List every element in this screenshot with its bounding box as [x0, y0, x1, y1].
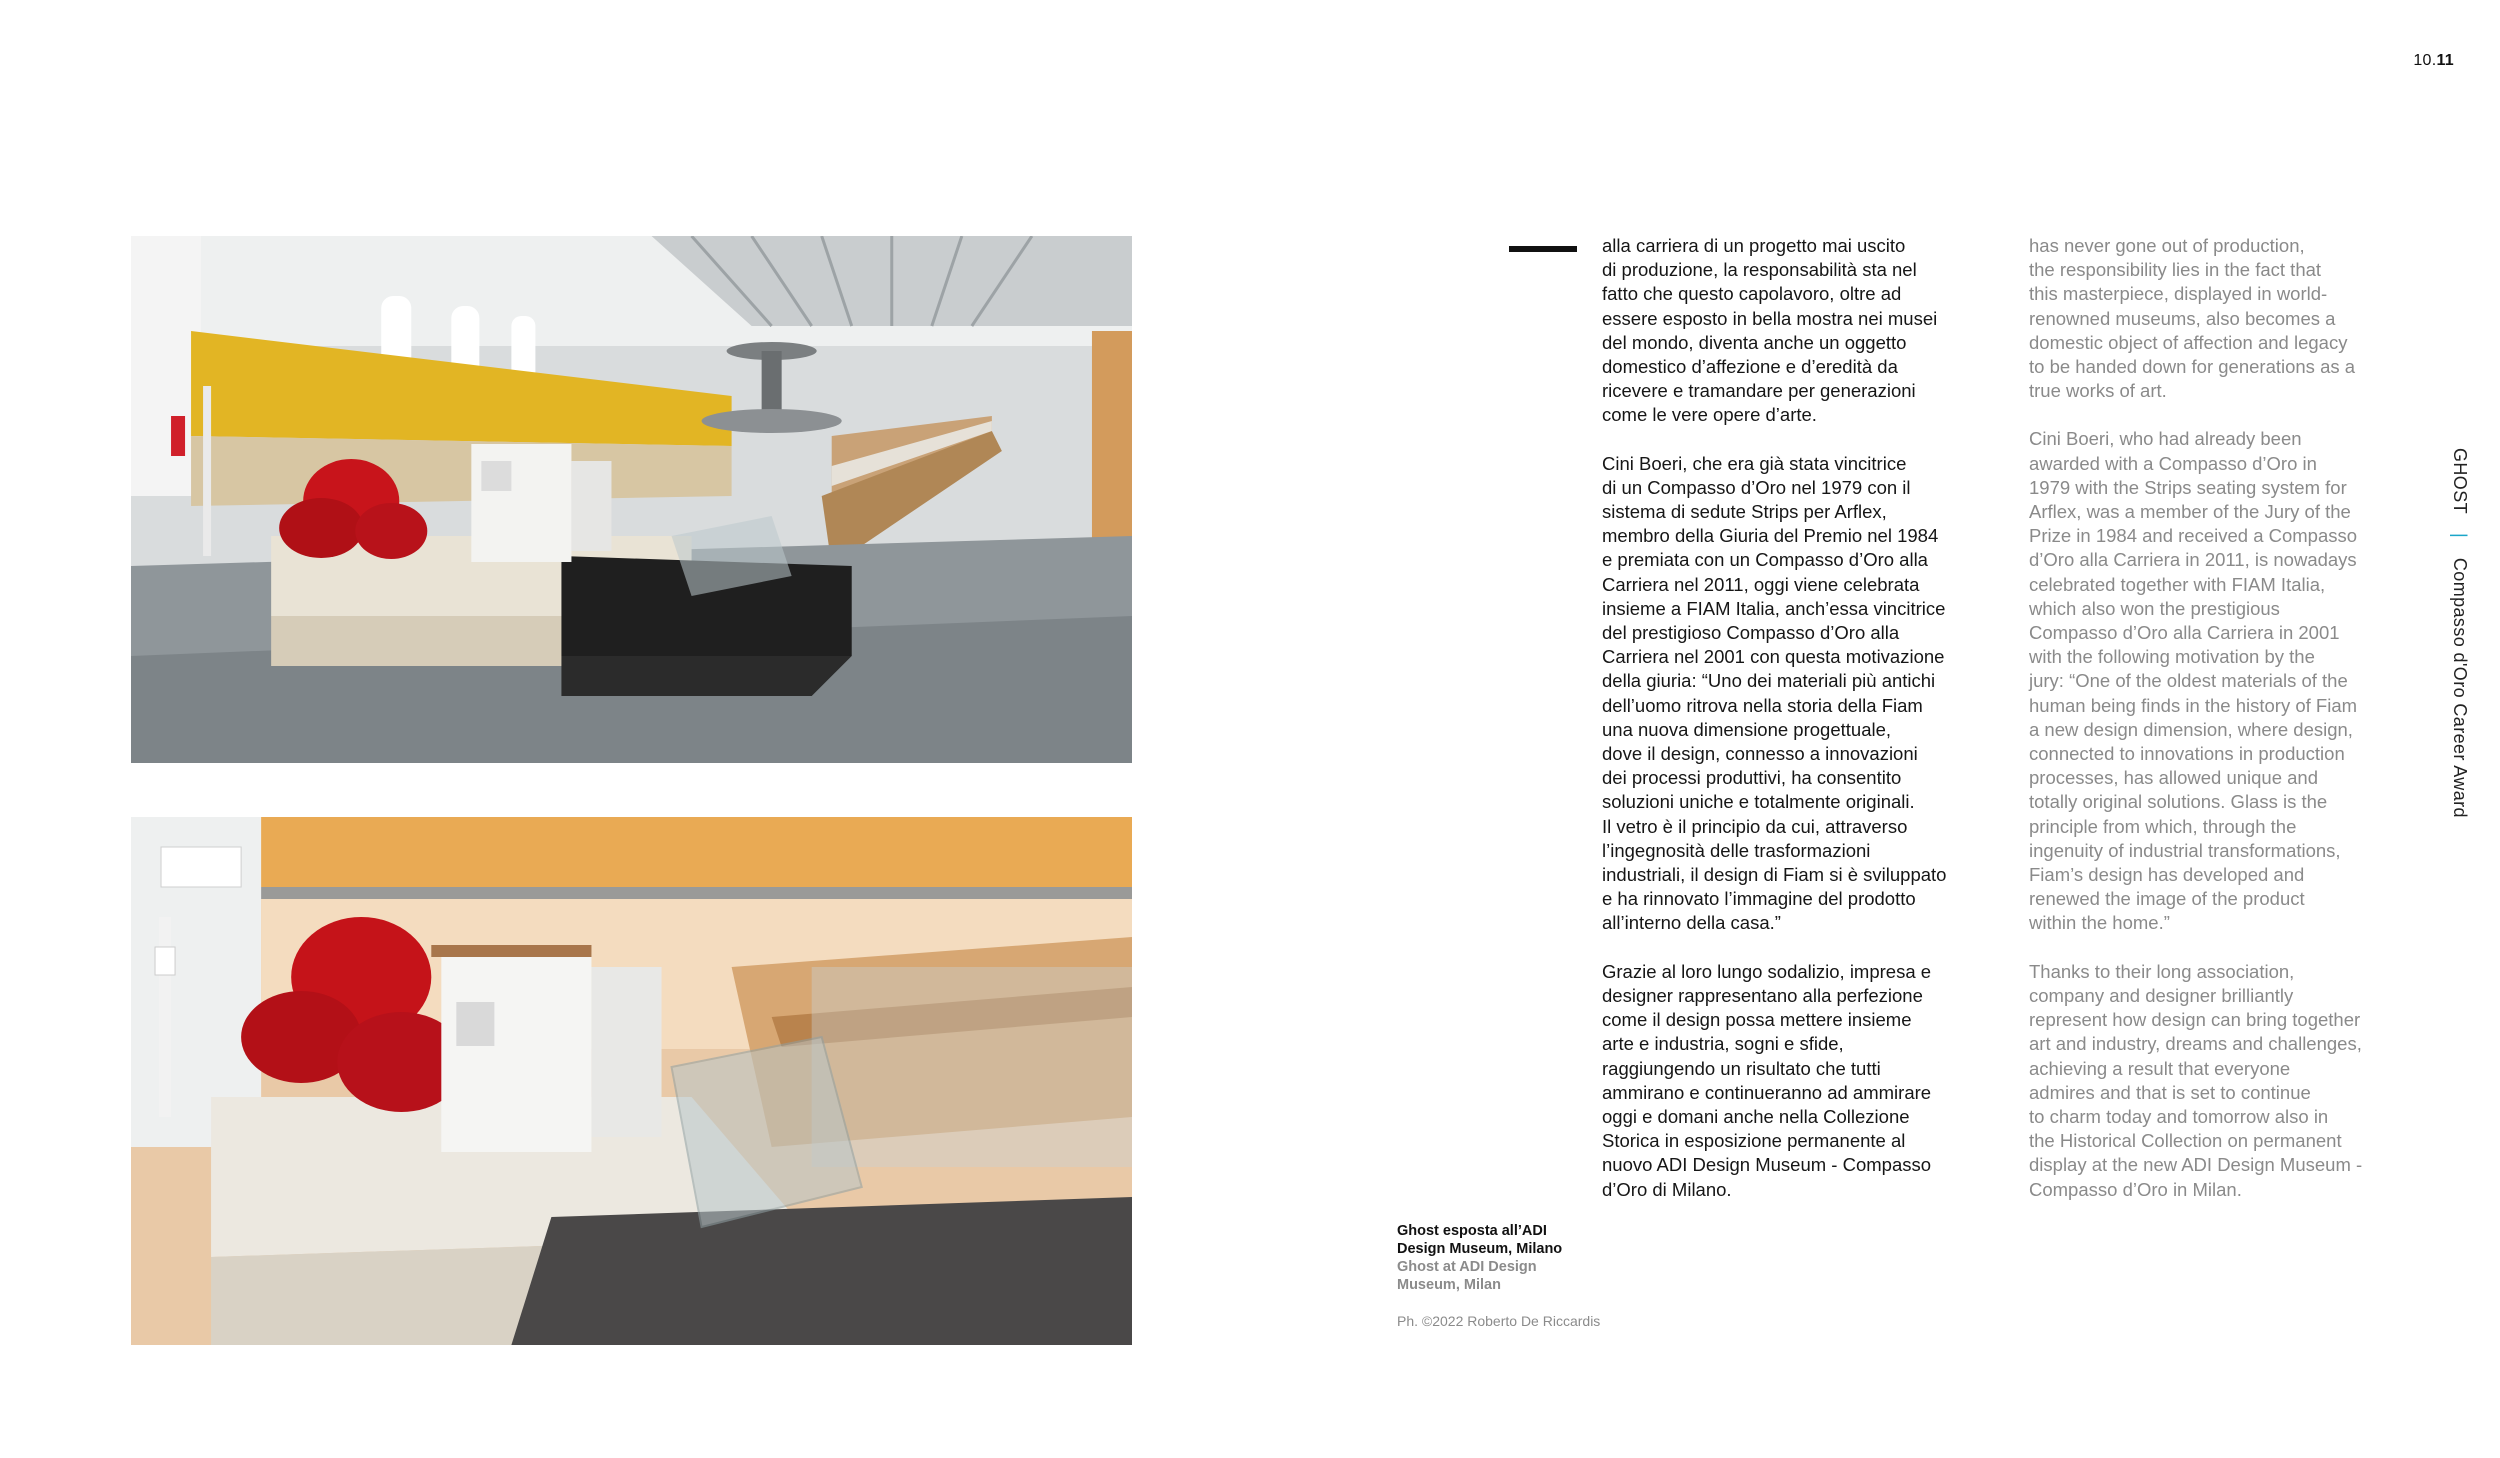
italian-text-column	[1602, 234, 1987, 1226]
side-title-brand: GHOST	[2450, 448, 2470, 515]
page-number: 10.11	[2413, 52, 2454, 69]
english-paragraph: Thanks to their long association, company and designer brilliantly represent how design can bring together art and industry, dreams and challenges, achieving a result that everyone admires and that is set to continue to charm today and tomorrow also in the Historical Collection on permanent display at the new ADI Design Museum - Compasso d’Oro in Milan.	[2029, 960, 2363, 1200]
english-text-column	[2029, 234, 2414, 1226]
english-paragraph: Cini Boeri, who had already been awarded with a Compasso d’Oro in 1979 with the Strips seating system for Arflex, was a member of the Jury of the Prize in 1984 and received a Compasso d’Oro alla Carriera in 2011, is nowadays celebrated together with FIAM Italia, which also won the prestigious Compasso d’Oro alla Carriera in 2001 with the following motivation by the jury: “One of the oldest materials of the human being finds in the history of Fiam a new design dimension, where design, connected to innovations in production processes, has allowed unique and totally original solutions. Glass is the principle from which, through the ingenuity of industrial transformations, Fiam’s design has developed and renewed the image of the product within the home.”	[2029, 428, 2358, 934]
caption-italian: Ghost esposta all’ADI Design Museum, Milano	[1397, 1223, 1563, 1257]
exhibit-closeup-photo	[131, 817, 1132, 1345]
photo-caption	[1397, 1222, 1562, 1294]
italian-paragraph: alla carriera di un progetto mai uscito di produzione, la responsabilità sta nel fatto che questo capolavoro, oltre ad essere esposto in bella mostra nei musei del mondo, diventa anche un oggetto domestico d’affezione e d’eredità da ricevere e tramandare per generazioni come le vere opere d’arte.	[1602, 235, 1938, 426]
photo-credit: Ph. ©2022 Roberto De Riccardis	[1397, 1313, 1601, 1329]
caption-english: Ghost at ADI Design Museum, Milan	[1397, 1259, 1537, 1293]
italian-paragraph: Grazie al loro lungo sodalizio, impresa e designer rappresentano alla perfezione come il design possa mettere insieme arte e industria, sogni e sfide, raggiungendo un risultato che tutti ammirano e continueranno ad ammirare oggi e domani anche nella Collezione Storica in esposizione permanente al nuovo ADI Design Museum - Compasso d’Oro di Milano.	[1602, 960, 1932, 1200]
side-title-subtitle: Compasso d'Oro Career Award	[2450, 557, 2470, 818]
side-title-separator: |	[2450, 533, 2470, 539]
english-paragraph: has never gone out of production, the responsibility lies in the fact that this masterpiece, displayed in world- renowned museums, also becomes a domestic object of affection and legacy to be handed down for generations as a true works of art.	[2029, 235, 2356, 402]
museum-hall-photo	[131, 236, 1132, 763]
italian-paragraph: Cini Boeri, che era già stata vincitrice di un Compasso d’Oro nel 1979 con il sistema di sedute Strips per Arflex, membro della Giuria del Premio nel 1984 e premiata con un Compasso d’Oro alla Carriera nel 2011, oggi viene celebrata insieme a FIAM Italia, anch’essa vincitrice del prestigioso Compasso d’Oro alla Carriera nel 2001 con questa motivazione della giuria: “Uno dei materiali più antichi dell’uomo ritrova nella storia della Fiam una nuova dimensione progettuale, dove il design, connesso a innovazioni dei processi produttivi, ha consentito soluzioni uniche e totalmente originali. Il vetro è il principio da cui, attraverso l’ingegnosità delle trasformazioni industriali, il design di Fiam si è sviluppato e ha rinnovato l’immagine del prodotto all’interno della casa.”	[1602, 452, 1947, 934]
section-rule	[1509, 246, 1577, 252]
side-running-title	[2449, 448, 2470, 818]
